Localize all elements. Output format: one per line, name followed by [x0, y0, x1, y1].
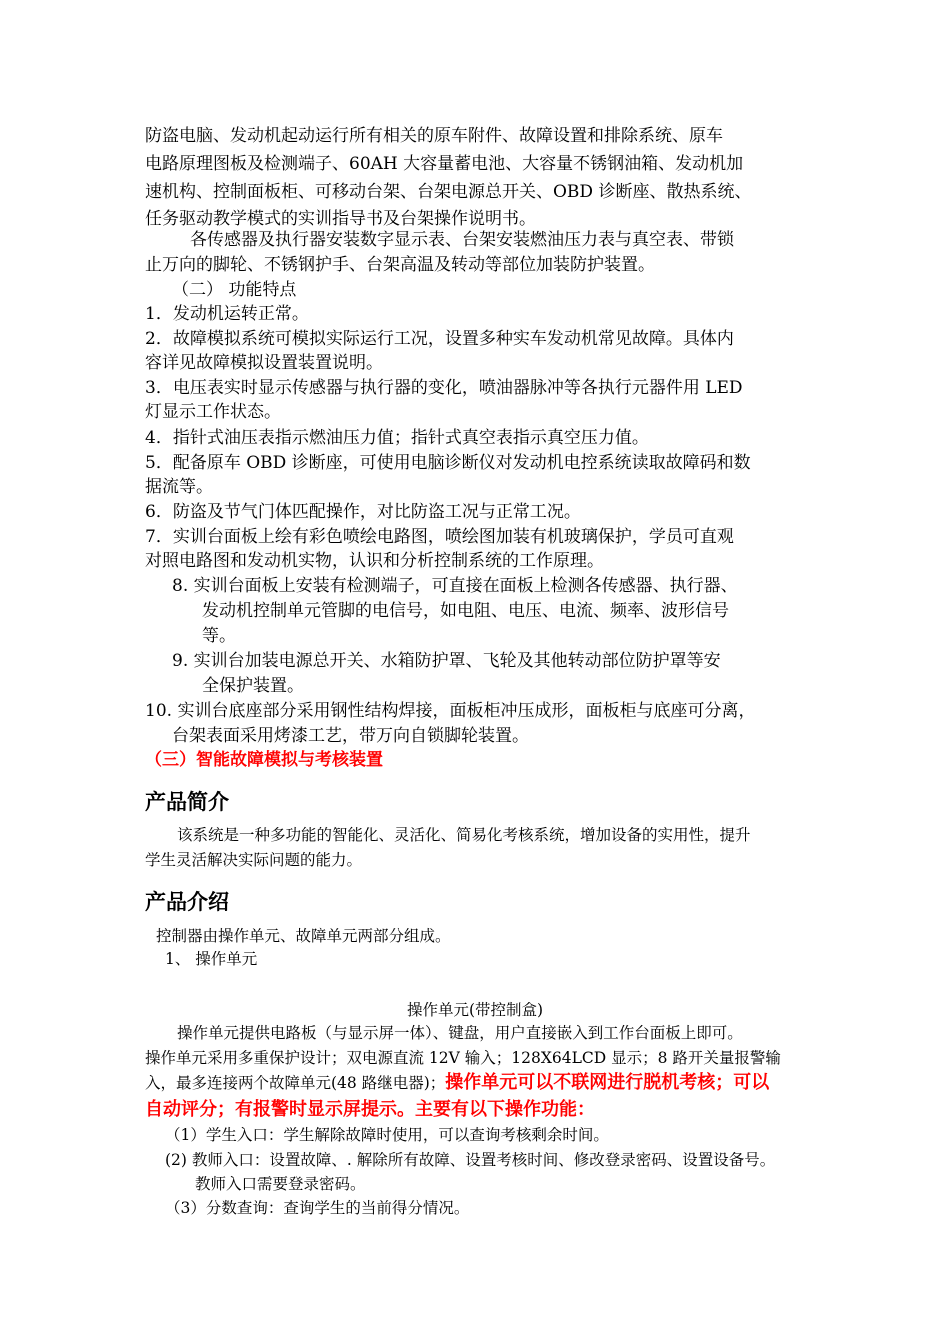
product-brief-heading: 产品简介: [145, 790, 229, 814]
sub-heading-operation-unit: 1、 操作单元: [165, 950, 258, 968]
operation-item: （1）学生入口：学生解除故障时使用，可以查询考核剩余时间。: [165, 1126, 609, 1144]
desc-line-4-highlight: 自动评分；有报警时显示屏提示。主要有以下操作功能：: [145, 1099, 595, 1120]
feature-item: 等。: [202, 626, 236, 646]
product-brief-line-2: 学生灵活解决实际问题的能力。: [145, 851, 363, 869]
operation-item: 教师入口需要登录密码。: [195, 1175, 366, 1193]
feature-item: 4．指针式油压表指示燃油压力值；指针式真空表指示真空压力值。: [145, 428, 649, 448]
desc-line-3: [145, 1072, 769, 1094]
feature-item: 容详见故障模拟设置装置说明。: [145, 353, 383, 373]
sensors-line-1: 各传感器及执行器安装数字显示表、台架安装燃油压力表与真空表、带锁: [190, 230, 734, 250]
figure-caption: 操作单元(带控制盒): [406, 1001, 544, 1019]
intro-line-3: 速机构、控制面板柜、可移动台架、台架电源总开关、OBD 诊断座、散热系统、: [145, 182, 752, 202]
product-intro-heading: 产品介绍: [145, 890, 229, 914]
product-brief-line-1: 该系统是一种多功能的智能化、灵活化、简易化考核系统，增加设备的实用性，提升: [177, 826, 751, 844]
feature-item: 5．配备原车 OBD 诊断座，可使用电脑诊断仪对发动机电控系统读取故障码和数: [145, 453, 751, 473]
operation-item: （3）分数查询：查询学生的当前得分情况。: [165, 1199, 470, 1217]
desc-line-2: 操作单元采用多重保护设计；双电源直流 12V 输入；128X64LCD 显示；8 路开关量报警输: [145, 1049, 781, 1067]
section3-heading: （三）智能故障模拟与考核装置: [145, 750, 383, 770]
feature-item: 发动机控制单元管脚的电信号，如电阻、电压、电流、频率、波形信号: [202, 601, 729, 621]
feature-item: 8. 实训台面板上安装有检测端子，可直接在面板上检测各传感器、执行器、: [172, 576, 738, 596]
feature-item: 对照电路图和发动机实物，认识和分析控制系统的工作原理。: [145, 551, 604, 571]
feature-item: 1．发动机运转正常。: [145, 304, 309, 324]
feature-item: 台架表面采用烤漆工艺，带万向自锁脚轮装置。: [172, 726, 529, 746]
feature-item: 6．防盗及节气门体匹配操作，对比防盗工况与正常工况。: [145, 502, 581, 522]
feature-item: 10. 实训台底座部分采用钢性结构焊接，面板柜冲压成形，面板柜与底座可分离，: [145, 701, 756, 721]
intro-line-2: 电路原理图板及检测端子、60AH 大容量蓄电池、大容量不锈钢油箱、发动机加: [145, 154, 744, 174]
feature-item: 灯显示工作状态。: [145, 402, 281, 422]
intro-line-4: 任务驱动教学模式的实训指导书及台架操作说明书。: [145, 209, 536, 229]
feature-item: 3．电压表实时显示传感器与执行器的变化，喷油器脉冲等各执行元器件用 LED: [145, 378, 743, 398]
features-heading: （二） 功能特点: [172, 280, 297, 300]
feature-item: 7．实训台面板上绘有彩色喷绘电路图，喷绘图加装有机玻璃保护，学员可直观: [145, 527, 734, 547]
feature-item: 据流等。: [145, 477, 213, 497]
sensors-line-2: 止万向的脚轮、不锈钢护手、台架高温及转动等部位加装防护装置。: [145, 255, 655, 275]
feature-item: 9. 实训台加装电源总开关、水箱防护罩、飞轮及其他转动部位防护罩等安: [172, 651, 721, 671]
desc-line-1: 操作单元提供电路板（与显示屏一体）、键盘，用户直接嵌入到工作台面板上即可。: [177, 1024, 743, 1042]
operation-item: (2) 教师入口：设置故障、. 解除所有故障、设置考核时间、修改登录密码、设置设备号。: [165, 1151, 776, 1169]
intro-line-1: 防盗电脑、发动机起动运行所有相关的原车附件、故障设置和排除系统、原车: [145, 126, 723, 146]
feature-item: 2．故障模拟系统可模拟实际运行工况，设置多种实车发动机常见故障。具体内: [145, 329, 734, 349]
feature-item: 全保护装置。: [202, 676, 304, 696]
composition-line: 控制器由操作单元、故障单元两部分组成。: [156, 927, 451, 945]
desc-line-3-highlight: 操作单元可以不联网进行脱机考核；可以: [445, 1072, 770, 1093]
desc-line-3-normal: 入，最多连接两个故障单元(48 路继电器)；: [145, 1074, 446, 1092]
